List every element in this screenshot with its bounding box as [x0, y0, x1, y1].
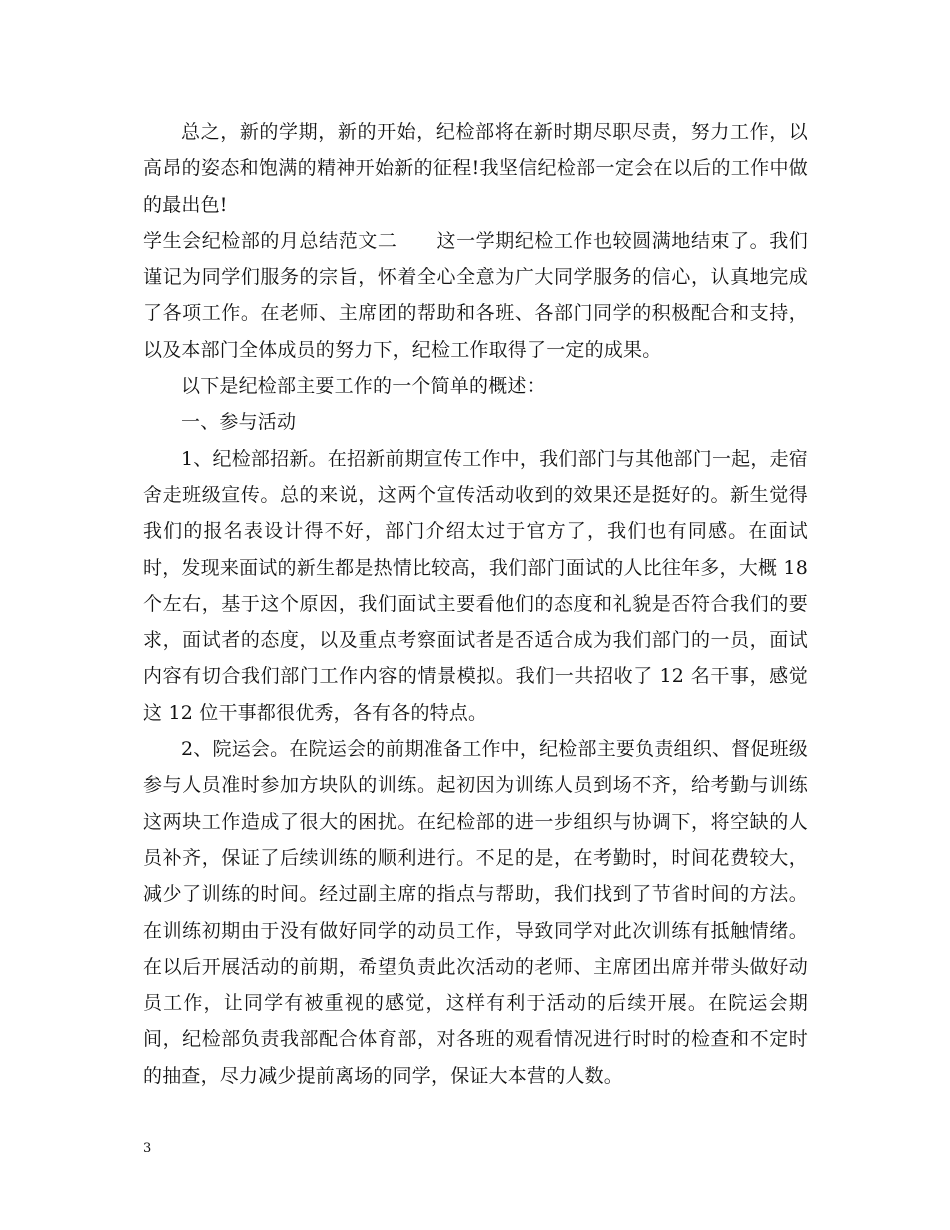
paragraph-sports-meet: 2、院运会。在院运会的前期准备工作中，纪检部主要负责组织、督促班级参与人员准时参加方块队的训练。起初因为训练人员到场不齐，给考勤与训练这两块工作造成了很大的困扰。在纪检部的进一步组织与协调下，将空缺的人员补齐，保证了后续训练的顺利进行。不足的是，在考勤时，时间花费较大，减少了训练的时间。经过副主席的指点与帮助，我们找到了节省时间的方法。在训练初期由于没有做好同学的动员工作，导致同学对此次训练有抵触情绪。在以后开展活动的前期，希望负责此次活动的老师、主席团出席并带头做好动员工作，让同学有被重视的感觉，这样有利于活动的后续开展。在院运会期间，纪检部负责我部配合体育部，对各班的观看情况进行时时的检查和不定时的抽查，尽力减少提前离场的同学，保证大本营的人数。: [143, 738, 808, 1087]
document-body: [143, 114, 808, 1094]
paragraph-conclusion: 总之，新的学期，新的开始，纪检部将在新时期尽职尽责，努力工作，以高昂的姿态和饱满的精神开始新的征程!我坚信纪检部一定会在以后的工作中做的最出色!: [143, 121, 808, 216]
page-number: 3: [143, 1141, 152, 1156]
paragraph-overview-intro: 以下是纪检部主要工作的一个简单的概述：: [181, 375, 546, 398]
paragraph-sample-two-intro: 学生会纪检部的月总结范文二 这一学期纪检工作也较圆满地结束了。我们谨记为同学们服务的宗旨，怀着全心全意为广大同学服务的信心，认真地完成了各项工作。在老师、主席团的帮助和各班、各部门同学的积极配合和支持，以及本部门全体成员的努力下，纪检工作取得了一定的成果。: [143, 229, 808, 361]
section-heading-activities: 一、参与活动: [181, 411, 297, 434]
paragraph-recruitment: 1、纪检部招新。在招新前期宣传工作中，我们部门与其他部门一起，走宿舍走班级宣传。总的来说，这两个宣传活动收到的效果还是挺好的。新生觉得我们的报名表设计得不好，部门介绍太过于官方了，我们也有同感。在面试时，发现来面试的新生都是热情比较高，我们部门面试的人比往年多，大概 18 个左右，基于这个原因，我们面试主要看他们的态度和礼貌是否符合我们的要求，面试者的态度，以及重点考察面试者是否适合成为我们部门的一员，面试内容有切合我们部门工作内容的情景模拟。我们一共招收了 12 名干事，感觉这 12 位干事都很优秀，各有各的特点。: [143, 447, 808, 724]
